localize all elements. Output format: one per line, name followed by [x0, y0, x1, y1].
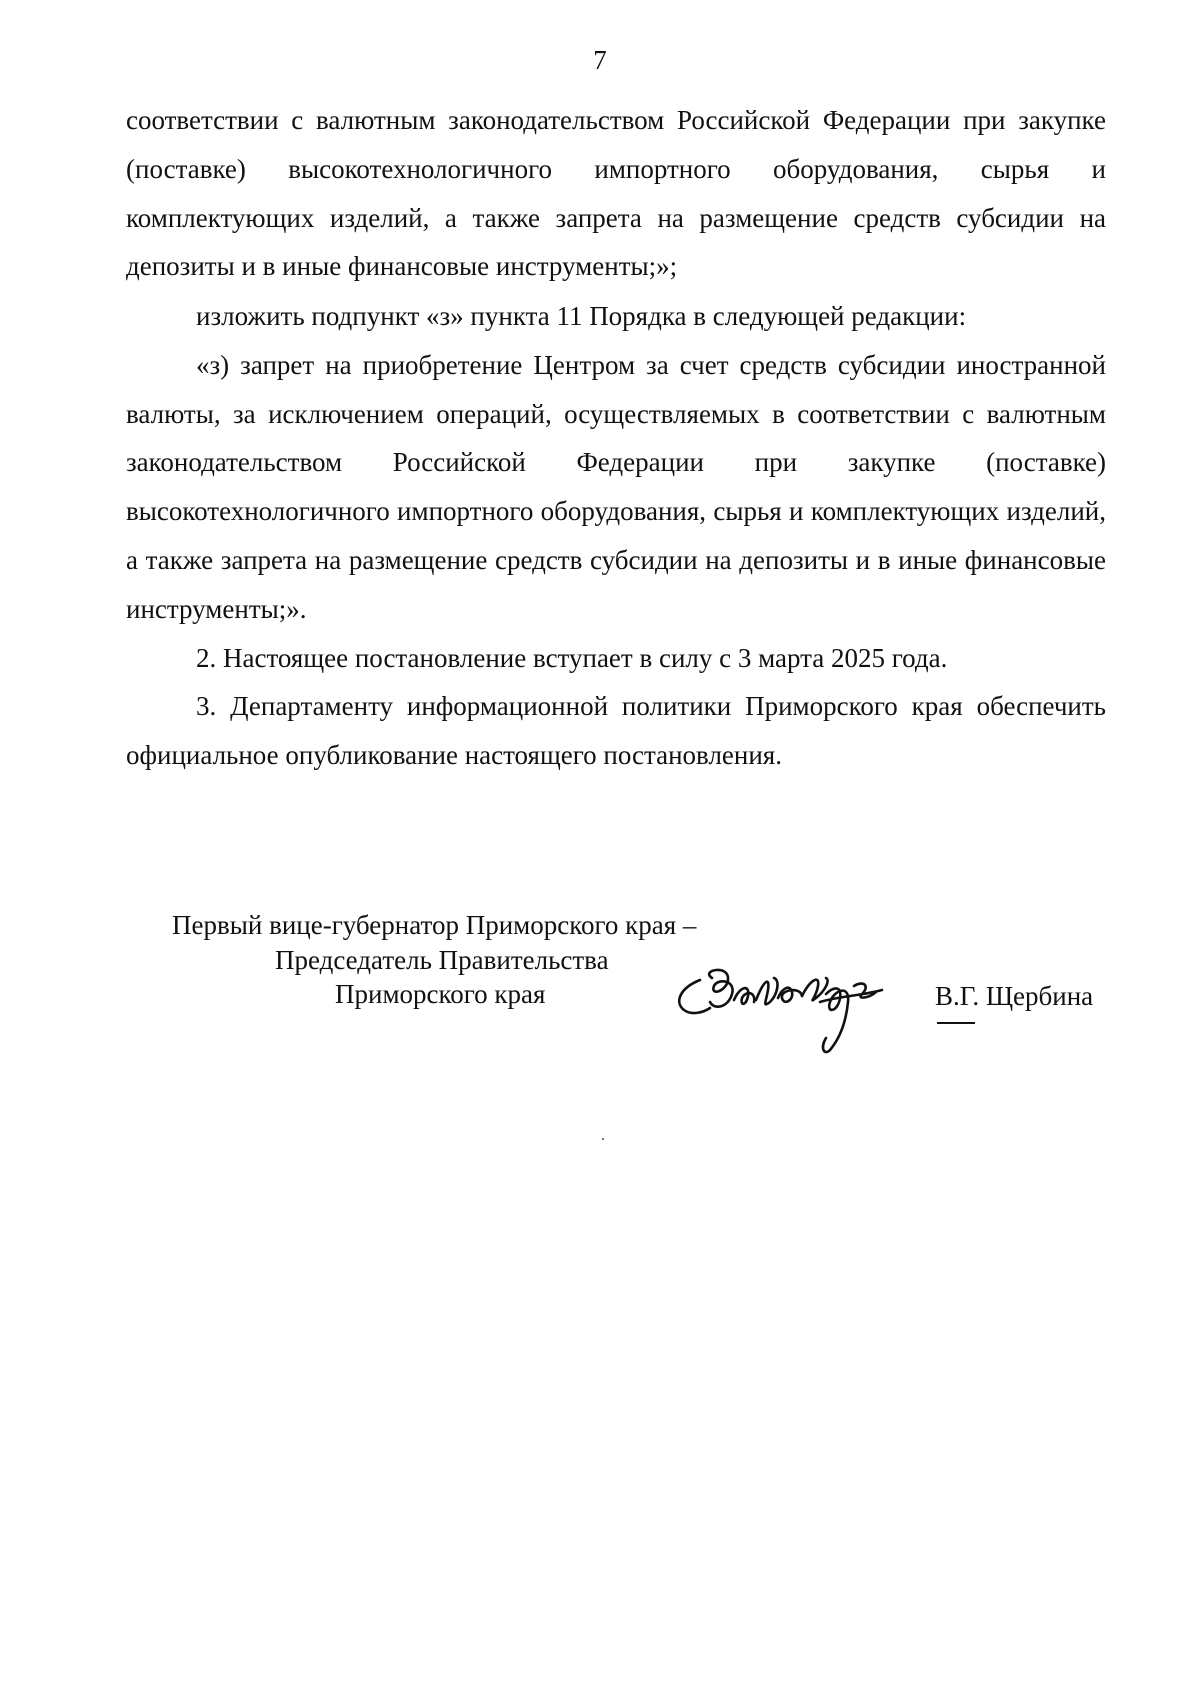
amendment-new-text: «з) запрет на приобретение Центром за счет средств субсидии иностранной валюты, за исключением операций, осуществляемых в соответствии с валютным законодательством Российской Федерации при закупке (поставке) высокотехнологичного импортного оборудования, сырья и комплектующих изделий, а также запрета на размещение средств субсидии на депозиты и в иные финансовые инструменты;». — [126, 349, 1106, 624]
page-number: 7 — [593, 45, 607, 75]
signature-underline — [937, 1022, 975, 1024]
signatory-title-line-3: Приморского края — [335, 979, 546, 1009]
handwritten-signature — [670, 950, 910, 1060]
signer-name: В.Г. Щербина — [935, 981, 1094, 1011]
scan-speck — [602, 1138, 604, 1140]
continuation-block — [126, 96, 1106, 291]
clause-3: 3. Департаменту информационной политики Приморского края обеспечить официальное опубликование настоящего постановления. — [126, 691, 1106, 771]
continuation-paragraph: соответствии с валютным законодательством Российской Федерации при закупке (поставке) высокотехнологичного импортного оборудования, сырья и комплектующих изделий, а также запрета на размещение средств субсидии на депозиты и в иные финансовые инструменты;»; — [126, 105, 1106, 282]
clause-2: 2. Настоящее постановление вступает в силу с 3 марта 2025 года. — [196, 642, 948, 673]
amendment-instruction: изложить подпункт «з» пункта 11 Порядка в следующей редакции: — [196, 301, 967, 331]
amendment-block — [126, 292, 1106, 780]
signatory-title-line-1: Первый вице-губернатор Приморского края – — [172, 910, 697, 940]
signatory-title-line-2: Председатель Правительства — [275, 945, 609, 975]
